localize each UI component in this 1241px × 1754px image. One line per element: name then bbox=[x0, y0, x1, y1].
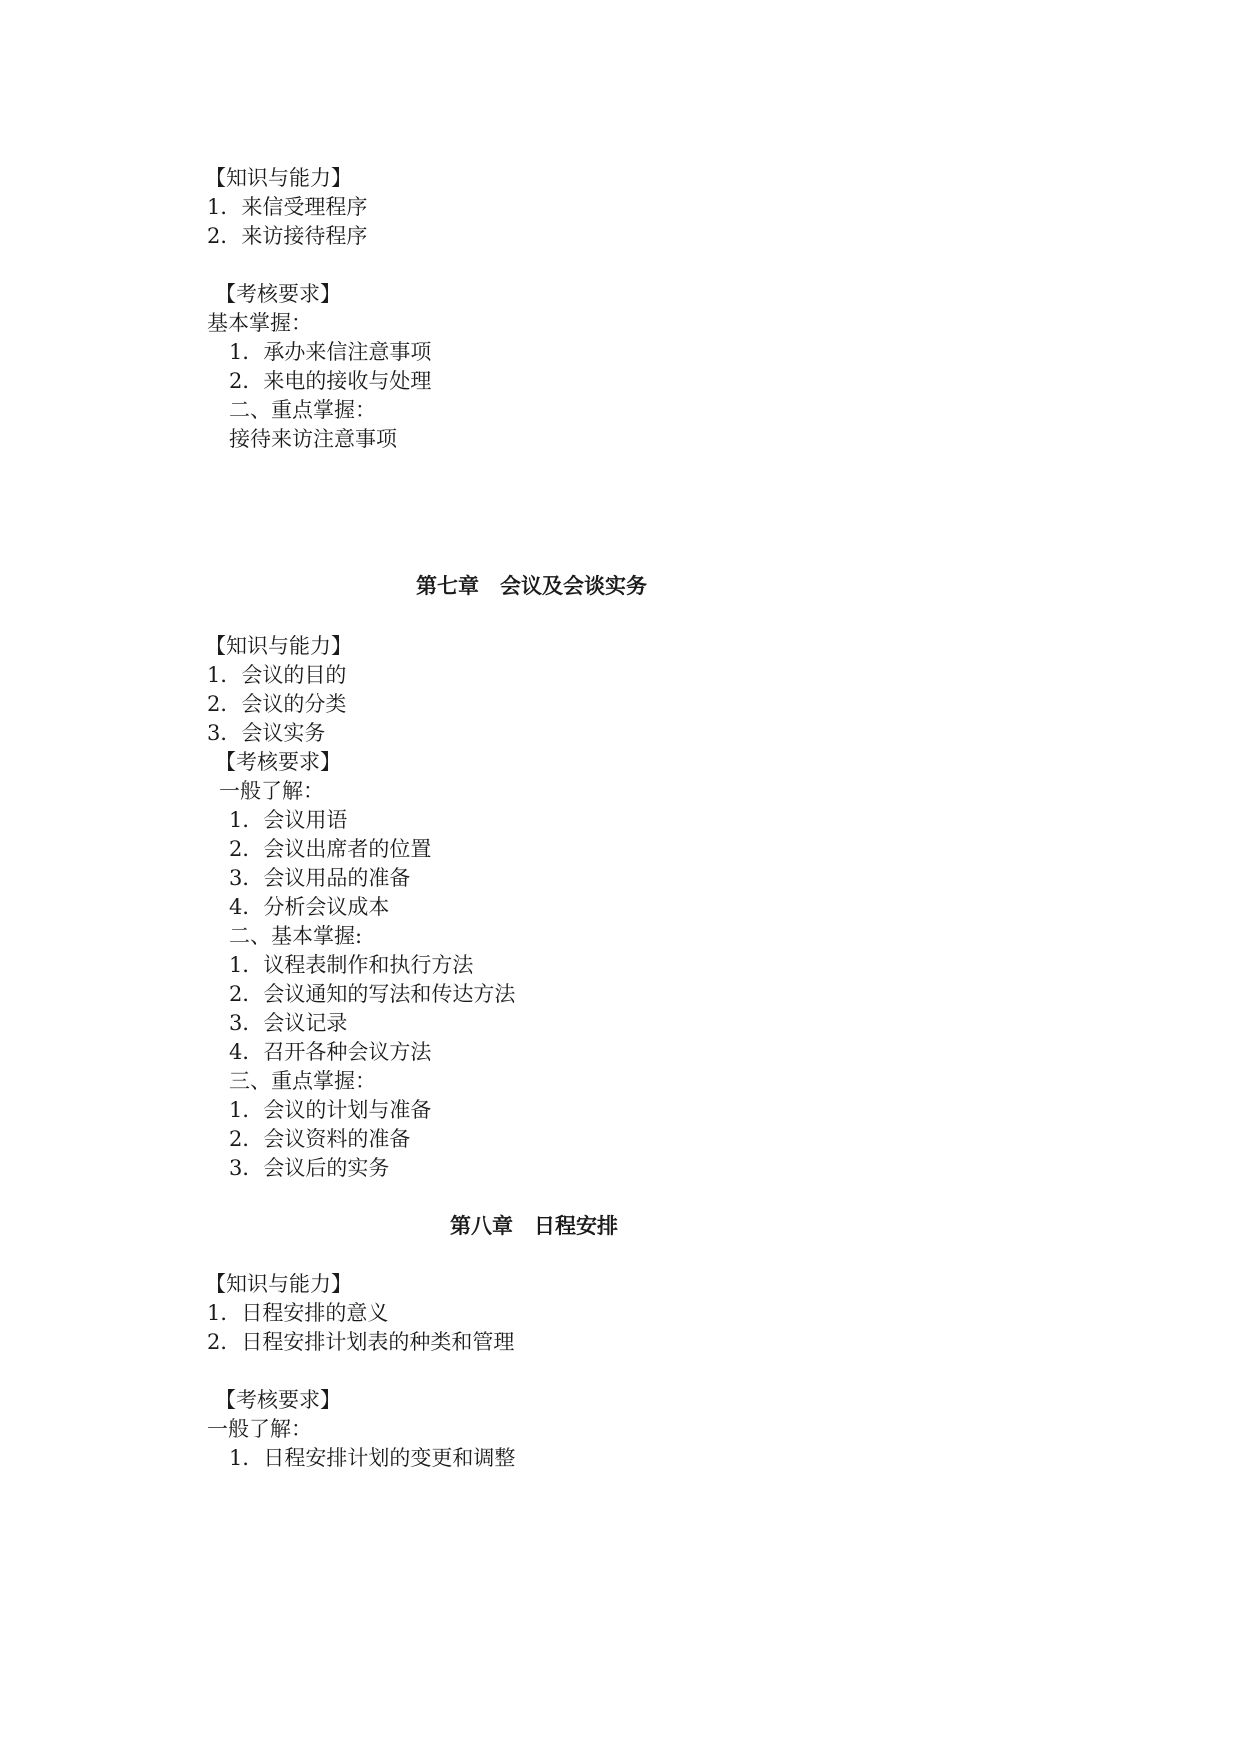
section6-assessment-label: 【考核要求】 bbox=[215, 282, 341, 306]
chapter7-general-item-3: 3．会议用品的准备 bbox=[229, 866, 411, 890]
chapter7-key-item-1: 1．会议的计划与准备 bbox=[229, 1098, 432, 1122]
chapter7-title: 第七章 会议及会谈实务 bbox=[416, 573, 647, 598]
section6-key-label: 二、重点掌握： bbox=[229, 398, 376, 422]
chapter7-assessment-label: 【考核要求】 bbox=[215, 750, 341, 774]
chapter7-general-item-4: 4．分析会议成本 bbox=[229, 895, 390, 919]
chapter8-knowledge-item-1: 1．日程安排的意义 bbox=[207, 1301, 389, 1325]
section6-knowledge-label: 【知识与能力】 bbox=[205, 166, 352, 190]
chapter7-basic-item-1: 1．议程表制作和执行方法 bbox=[229, 953, 474, 977]
chapter7-knowledge-item-3: 3．会议实务 bbox=[207, 721, 326, 745]
chapter8-knowledge-item-2: 2．日程安排计划表的种类和管理 bbox=[207, 1330, 515, 1354]
section6-basic-item-1: 1．承办来信注意事项 bbox=[229, 340, 432, 364]
chapter7-key-item-2: 2．会议资料的准备 bbox=[229, 1127, 411, 1151]
section6-knowledge-item-2: 2．来访接待程序 bbox=[207, 224, 368, 248]
chapter8-general-item-1: 1．日程安排计划的变更和调整 bbox=[229, 1446, 516, 1470]
chapter8-knowledge-label: 【知识与能力】 bbox=[205, 1272, 352, 1296]
chapter7-knowledge-item-2: 2．会议的分类 bbox=[207, 692, 347, 716]
chapter7-basic-item-4: 4．召开各种会议方法 bbox=[229, 1040, 432, 1064]
chapter7-basic-item-2: 2．会议通知的写法和传达方法 bbox=[229, 982, 516, 1006]
chapter7-basic-item-3: 3．会议记录 bbox=[229, 1011, 348, 1035]
chapter7-general-item-2: 2．会议出席者的位置 bbox=[229, 837, 432, 861]
section6-basic-item-2: 2．来电的接收与处理 bbox=[229, 369, 432, 393]
chapter7-knowledge-item-1: 1．会议的目的 bbox=[207, 663, 347, 687]
chapter8-title: 第八章 日程安排 bbox=[450, 1213, 618, 1238]
section6-key-item-1: 接待来访注意事项 bbox=[229, 427, 397, 451]
chapter7-knowledge-label: 【知识与能力】 bbox=[205, 634, 352, 658]
chapter7-basic-label: 二、基本掌握: bbox=[229, 924, 363, 948]
chapter7-general-item-1: 1．会议用语 bbox=[229, 808, 348, 832]
chapter7-key-label: 三、重点掌握： bbox=[229, 1069, 376, 1093]
section6-knowledge-item-1: 1．来信受理程序 bbox=[207, 195, 368, 219]
section6-basic-label: 基本掌握： bbox=[207, 311, 312, 335]
chapter7-general-label: 一般了解： bbox=[219, 779, 324, 803]
chapter8-general-label: 一般了解： bbox=[207, 1417, 312, 1441]
chapter7-key-item-3: 3．会议后的实务 bbox=[229, 1156, 390, 1180]
chapter8-assessment-label: 【考核要求】 bbox=[215, 1388, 341, 1412]
